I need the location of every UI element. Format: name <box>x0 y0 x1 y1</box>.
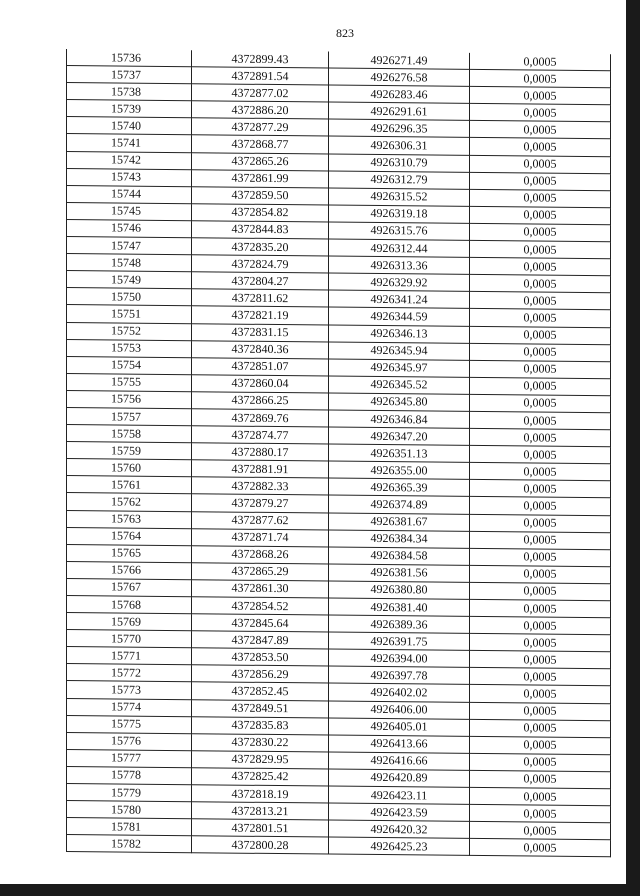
y-coordinate-cell: 4926346.84 <box>329 410 470 428</box>
y-coordinate-cell: 4926380.80 <box>329 581 470 599</box>
x-coordinate-cell: 4372899.43 <box>192 50 329 68</box>
point-number-cell: 15771 <box>67 647 192 665</box>
y-coordinate-cell: 4926402.02 <box>329 683 470 701</box>
accuracy-cell: 0,0005 <box>470 360 611 378</box>
point-number-cell: 15742 <box>67 151 192 169</box>
x-coordinate-cell: 4372825.42 <box>192 768 329 786</box>
y-coordinate-cell: 4926406.00 <box>329 701 470 719</box>
y-coordinate-cell: 4926310.79 <box>329 154 470 172</box>
accuracy-cell: 0,0005 <box>470 189 611 207</box>
page-number: 823 <box>336 26 354 40</box>
point-number-cell: 15760 <box>67 459 192 477</box>
x-coordinate-cell: 4372835.83 <box>192 716 329 734</box>
x-coordinate-cell: 4372844.83 <box>192 221 329 239</box>
accuracy-cell: 0,0005 <box>470 514 611 532</box>
accuracy-cell: 0,0005 <box>470 565 611 583</box>
point-number-cell: 15762 <box>67 493 192 511</box>
x-coordinate-cell: 4372853.50 <box>192 648 329 666</box>
y-coordinate-cell: 4926283.46 <box>329 85 470 103</box>
accuracy-cell: 0,0005 <box>470 343 611 361</box>
accuracy-cell: 0,0005 <box>470 275 611 293</box>
point-number-cell: 15755 <box>67 373 192 391</box>
accuracy-cell: 0,0005 <box>470 240 611 258</box>
x-coordinate-cell: 4372818.19 <box>192 785 329 803</box>
x-coordinate-cell: 4372831.15 <box>192 323 329 341</box>
point-number-cell: 15770 <box>67 630 192 648</box>
x-coordinate-cell: 4372860.04 <box>192 374 329 392</box>
point-number-cell: 15767 <box>67 578 192 596</box>
point-number-cell: 15759 <box>67 442 192 460</box>
coordinates-table-body <box>67 49 611 857</box>
point-number-cell: 15782 <box>67 835 192 853</box>
y-coordinate-cell: 4926423.59 <box>329 803 470 821</box>
point-number-cell: 15775 <box>67 715 192 733</box>
y-coordinate-cell: 4926315.76 <box>329 222 470 240</box>
y-coordinate-cell: 4926271.49 <box>329 52 470 70</box>
y-coordinate-cell: 4926312.79 <box>329 171 470 189</box>
x-coordinate-cell: 4372874.77 <box>192 426 329 444</box>
accuracy-cell: 0,0005 <box>470 736 611 754</box>
accuracy-cell: 0,0005 <box>470 702 611 720</box>
accuracy-cell: 0,0005 <box>470 582 611 600</box>
y-coordinate-cell: 4926425.23 <box>329 837 470 855</box>
y-coordinate-cell: 4926341.24 <box>329 290 470 308</box>
accuracy-cell: 0,0005 <box>470 651 611 669</box>
point-number-cell: 15776 <box>67 732 192 750</box>
x-coordinate-cell: 4372869.76 <box>192 409 329 427</box>
x-coordinate-cell: 4372835.20 <box>192 238 329 256</box>
accuracy-cell: 0,0005 <box>470 138 611 156</box>
y-coordinate-cell: 4926345.52 <box>329 376 470 394</box>
x-coordinate-cell: 4372868.26 <box>192 545 329 563</box>
accuracy-cell: 0,0005 <box>470 377 611 395</box>
x-coordinate-cell: 4372840.36 <box>192 340 329 358</box>
point-number-cell: 15761 <box>67 476 192 494</box>
accuracy-cell: 0,0005 <box>470 822 611 840</box>
x-coordinate-cell: 4372852.45 <box>192 682 329 700</box>
x-coordinate-cell: 4372877.02 <box>192 84 329 102</box>
x-coordinate-cell: 4372881.91 <box>192 460 329 478</box>
y-coordinate-cell: 4926319.18 <box>329 205 470 223</box>
x-coordinate-cell: 4372859.50 <box>192 186 329 204</box>
y-coordinate-cell: 4926397.78 <box>329 666 470 684</box>
accuracy-cell: 0,0005 <box>470 257 611 275</box>
point-number-cell: 15768 <box>67 596 192 614</box>
point-number-cell: 15741 <box>67 134 192 152</box>
y-coordinate-cell: 4926413.66 <box>329 735 470 753</box>
point-number-cell: 15747 <box>67 237 192 255</box>
accuracy-cell: 0,0005 <box>470 206 611 224</box>
accuracy-cell: 0,0005 <box>470 480 611 498</box>
y-coordinate-cell: 4926420.32 <box>329 820 470 838</box>
point-number-cell: 15780 <box>67 801 192 819</box>
x-coordinate-cell: 4372804.27 <box>192 272 329 290</box>
accuracy-cell: 0,0005 <box>470 326 611 344</box>
point-number-cell: 15749 <box>67 271 192 289</box>
x-coordinate-cell: 4372847.89 <box>192 631 329 649</box>
point-number-cell: 15740 <box>67 117 192 135</box>
point-number-cell: 15764 <box>67 527 192 545</box>
x-coordinate-cell: 4372856.29 <box>192 665 329 683</box>
accuracy-cell: 0,0005 <box>470 668 611 686</box>
y-coordinate-cell: 4926306.31 <box>329 136 470 154</box>
x-coordinate-cell: 4372879.27 <box>192 494 329 512</box>
x-coordinate-cell: 4372845.64 <box>192 614 329 632</box>
y-coordinate-cell: 4926313.36 <box>329 256 470 274</box>
y-coordinate-cell: 4926315.52 <box>329 188 470 206</box>
y-coordinate-cell: 4926394.00 <box>329 649 470 667</box>
y-coordinate-cell: 4926345.97 <box>329 359 470 377</box>
accuracy-cell: 0,0005 <box>470 292 611 310</box>
point-number-cell: 15765 <box>67 544 192 562</box>
point-number-cell: 15745 <box>67 202 192 220</box>
x-coordinate-cell: 4372880.17 <box>192 443 329 461</box>
point-number-cell: 15758 <box>67 425 192 443</box>
accuracy-cell: 0,0005 <box>470 497 611 515</box>
y-coordinate-cell: 4926374.89 <box>329 495 470 513</box>
x-coordinate-cell: 4372865.26 <box>192 152 329 170</box>
accuracy-cell: 0,0005 <box>470 719 611 737</box>
x-coordinate-cell: 4372861.30 <box>192 580 329 598</box>
x-coordinate-cell: 4372891.54 <box>192 67 329 85</box>
accuracy-cell: 0,0005 <box>470 839 611 857</box>
accuracy-cell: 0,0005 <box>470 121 611 139</box>
x-coordinate-cell: 4372886.20 <box>192 101 329 119</box>
point-number-cell: 15748 <box>67 254 192 272</box>
y-coordinate-cell: 4926296.35 <box>329 119 470 137</box>
y-coordinate-cell: 4926355.00 <box>329 461 470 479</box>
y-coordinate-cell: 4926381.67 <box>329 513 470 531</box>
y-coordinate-cell: 4926344.59 <box>329 307 470 325</box>
accuracy-cell: 0,0005 <box>470 223 611 241</box>
x-coordinate-cell: 4372813.21 <box>192 802 329 820</box>
point-number-cell: 15744 <box>67 185 192 203</box>
y-coordinate-cell: 4926329.92 <box>329 273 470 291</box>
x-coordinate-cell: 4372849.51 <box>192 699 329 717</box>
x-coordinate-cell: 4372854.52 <box>192 597 329 615</box>
point-number-cell: 15746 <box>67 219 192 237</box>
y-coordinate-cell: 4926389.36 <box>329 615 470 633</box>
point-number-cell: 15772 <box>67 664 192 682</box>
accuracy-cell: 0,0005 <box>470 804 611 822</box>
accuracy-cell: 0,0005 <box>470 548 611 566</box>
y-coordinate-cell: 4926381.40 <box>329 598 470 616</box>
point-number-cell: 15750 <box>67 288 192 306</box>
y-coordinate-cell: 4926291.61 <box>329 102 470 120</box>
y-coordinate-cell: 4926384.58 <box>329 547 470 565</box>
point-number-cell: 15738 <box>67 83 192 101</box>
y-coordinate-cell: 4926312.44 <box>329 239 470 257</box>
y-coordinate-cell: 4926423.11 <box>329 786 470 804</box>
accuracy-cell: 0,0005 <box>470 411 611 429</box>
x-coordinate-cell: 4372866.25 <box>192 392 329 410</box>
point-number-cell: 15753 <box>67 339 192 357</box>
x-coordinate-cell: 4372851.07 <box>192 357 329 375</box>
accuracy-cell: 0,0005 <box>470 172 611 190</box>
x-coordinate-cell: 4372830.22 <box>192 733 329 751</box>
accuracy-cell: 0,0005 <box>470 753 611 771</box>
point-number-cell: 15779 <box>67 784 192 802</box>
point-number-cell: 15736 <box>67 49 192 67</box>
point-number-cell: 15763 <box>67 510 192 528</box>
point-number-cell: 15757 <box>67 407 192 425</box>
y-coordinate-cell: 4926351.13 <box>329 444 470 462</box>
y-coordinate-cell: 4926345.80 <box>329 393 470 411</box>
accuracy-cell: 0,0005 <box>470 446 611 464</box>
accuracy-cell: 0,0005 <box>470 309 611 327</box>
accuracy-cell: 0,0005 <box>470 394 611 412</box>
y-coordinate-cell: 4926347.20 <box>329 427 470 445</box>
y-coordinate-cell: 4926365.39 <box>329 478 470 496</box>
accuracy-cell: 0,0005 <box>470 69 611 87</box>
coordinates-table <box>66 49 611 858</box>
y-coordinate-cell: 4926276.58 <box>329 68 470 86</box>
accuracy-cell: 0,0005 <box>470 87 611 105</box>
x-coordinate-cell: 4372824.79 <box>192 255 329 273</box>
point-number-cell: 15778 <box>67 766 192 784</box>
x-coordinate-cell: 4372801.51 <box>192 819 329 837</box>
point-number-cell: 15751 <box>67 305 192 323</box>
point-number-cell: 15754 <box>67 356 192 374</box>
y-coordinate-cell: 4926346.13 <box>329 325 470 343</box>
x-coordinate-cell: 4372821.19 <box>192 306 329 324</box>
x-coordinate-cell: 4372811.62 <box>192 289 329 307</box>
point-number-cell: 15769 <box>67 613 192 631</box>
accuracy-cell: 0,0005 <box>470 616 611 634</box>
x-coordinate-cell: 4372877.62 <box>192 511 329 529</box>
accuracy-cell: 0,0005 <box>470 104 611 122</box>
point-number-cell: 15773 <box>67 681 192 699</box>
accuracy-cell: 0,0005 <box>470 634 611 652</box>
y-coordinate-cell: 4926405.01 <box>329 718 470 736</box>
point-number-cell: 15737 <box>67 66 192 84</box>
x-coordinate-cell: 4372829.95 <box>192 751 329 769</box>
accuracy-cell: 0,0005 <box>470 787 611 805</box>
accuracy-cell: 0,0005 <box>470 53 611 71</box>
x-coordinate-cell: 4372865.29 <box>192 563 329 581</box>
x-coordinate-cell: 4372877.29 <box>192 118 329 136</box>
x-coordinate-cell: 4372871.74 <box>192 528 329 546</box>
point-number-cell: 15774 <box>67 698 192 716</box>
y-coordinate-cell: 4926420.89 <box>329 769 470 787</box>
x-coordinate-cell: 4372800.28 <box>192 836 329 854</box>
point-number-cell: 15756 <box>67 390 192 408</box>
y-coordinate-cell: 4926381.56 <box>329 564 470 582</box>
x-coordinate-cell: 4372854.82 <box>192 204 329 222</box>
accuracy-cell: 0,0005 <box>470 770 611 788</box>
point-number-cell: 15781 <box>67 818 192 836</box>
y-coordinate-cell: 4926416.66 <box>329 752 470 770</box>
point-number-cell: 15777 <box>67 749 192 767</box>
x-coordinate-cell: 4372861.99 <box>192 169 329 187</box>
point-number-cell: 15739 <box>67 100 192 118</box>
y-coordinate-cell: 4926384.34 <box>329 530 470 548</box>
y-coordinate-cell: 4926345.94 <box>329 342 470 360</box>
x-coordinate-cell: 4372882.33 <box>192 477 329 495</box>
point-number-cell: 15766 <box>67 561 192 579</box>
y-coordinate-cell: 4926391.75 <box>329 632 470 650</box>
accuracy-cell: 0,0005 <box>470 531 611 549</box>
point-number-cell: 15752 <box>67 322 192 340</box>
accuracy-cell: 0,0005 <box>470 155 611 173</box>
accuracy-cell: 0,0005 <box>470 599 611 617</box>
accuracy-cell: 0,0005 <box>470 463 611 481</box>
accuracy-cell: 0,0005 <box>470 685 611 703</box>
accuracy-cell: 0,0005 <box>470 428 611 446</box>
x-coordinate-cell: 4372868.77 <box>192 135 329 153</box>
point-number-cell: 15743 <box>67 168 192 186</box>
